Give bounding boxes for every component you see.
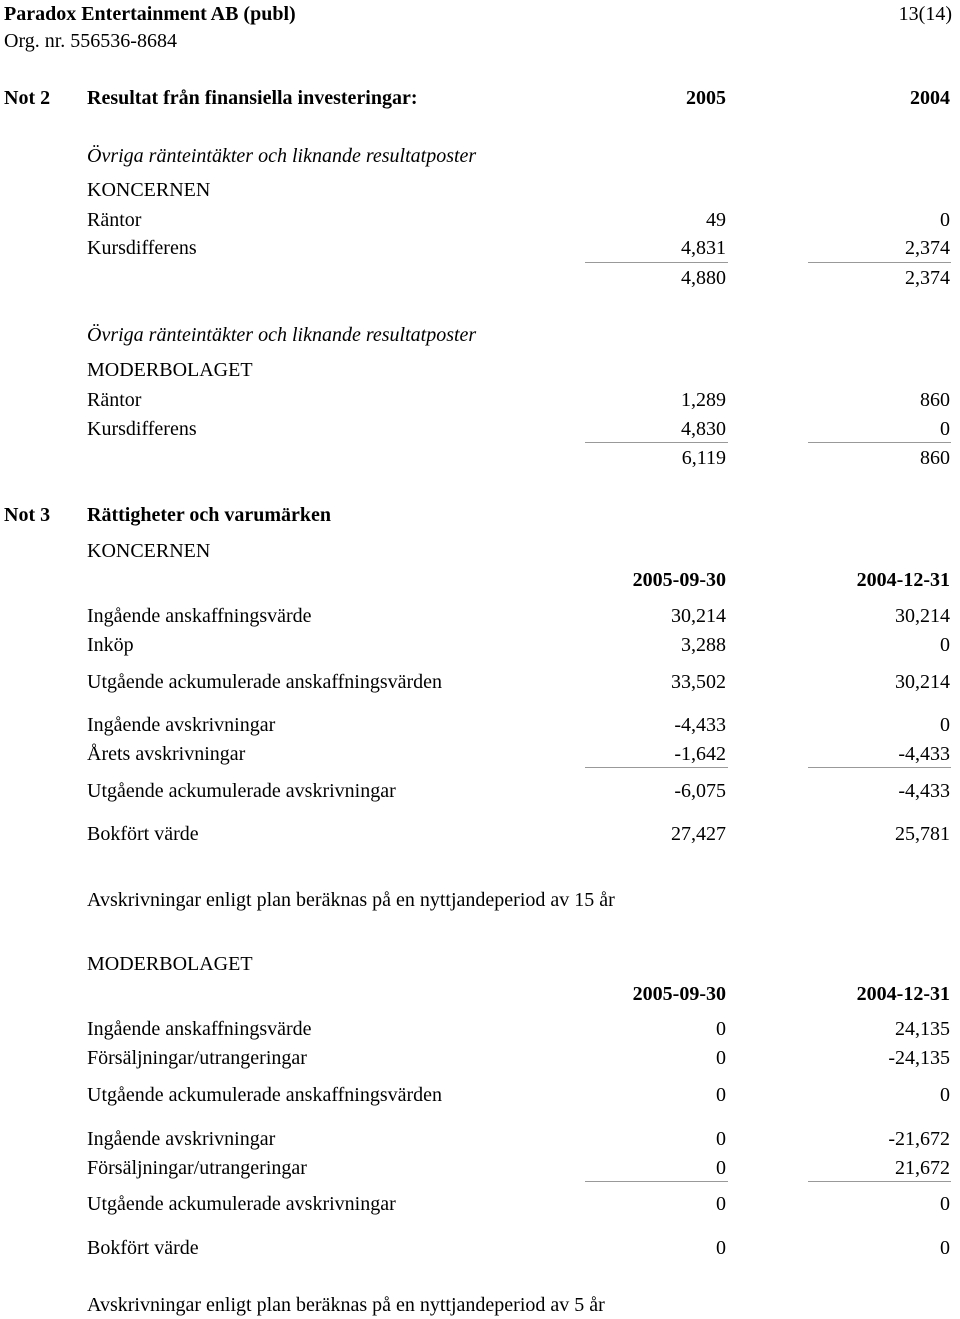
table-cell: 2,374 [905,237,950,259]
note3-moderbolaget-col1: 2005-09-30 [632,983,726,1005]
total-cell: 6,119 [681,447,726,469]
table-cell: -24,135 [888,1047,950,1069]
table-row-label: Utgående ackumulerade anskaffningsvärden [87,671,443,693]
note2-number: Not 2 [4,87,51,109]
table-row-label: Ingående anskaffningsvärde [87,605,312,627]
table-cell: 1,289 [681,389,726,411]
table-cell: 0 [940,1084,950,1106]
table-cell: 0 [716,1018,726,1040]
table-cell: -4,433 [674,714,726,736]
table-row-label: Inköp [87,634,134,656]
table-cell: 0 [940,1237,950,1259]
table-cell: -21,672 [888,1128,950,1150]
sum-rule [585,1181,728,1182]
sum-rule [808,262,951,263]
table-cell: 33,502 [671,671,726,693]
table-row-label: Försäljningar/utrangeringar [87,1047,307,1069]
table-cell: 30,214 [895,605,950,627]
table-cell: 0 [716,1157,726,1179]
table-cell: -4,433 [898,780,950,802]
table-row-label: Ingående avskrivningar [87,714,276,736]
sum-rule [808,1181,951,1182]
table-row-label: Ingående avskrivningar [87,1128,276,1150]
org-number: Org. nr. 556536-8684 [4,30,177,52]
table-row-label: Utgående ackumulerade avskrivningar [87,1193,396,1215]
table-cell: 3,288 [681,634,726,656]
table-cell: -6,075 [674,780,726,802]
table-row-label: Bokfört värde [87,823,199,845]
table-cell: 0 [716,1128,726,1150]
table-cell: 49 [706,209,726,231]
table-cell: 0 [716,1193,726,1215]
note3-koncernen-col1: 2005-09-30 [632,569,726,591]
table-cell: 0 [940,209,950,231]
table-cell: 0 [716,1237,726,1259]
table-row-label: Kursdifferens [87,418,197,440]
table-row-label: Räntor [87,389,142,411]
sum-rule [808,767,951,768]
note2-title: Resultat från finansiella investeringar: [87,87,418,109]
table-row-label: Utgående ackumulerade anskaffningsvärden [87,1084,443,1106]
table-row-label: Årets avskrivningar [87,743,246,765]
sum-rule [585,262,728,263]
table-row-label: Kursdifferens [87,237,197,259]
note3-title: Rättigheter och varumärken [87,504,332,526]
note3-koncernen-col2: 2004-12-31 [856,569,950,591]
note2-sub1-caption: Övriga ränteintäkter och liknande resultatposter [87,145,477,167]
note3-koncernen-footnote: Avskrivningar enligt plan beräknas på en nyttjandeperiod av 15 år [87,889,615,911]
table-cell: 860 [920,389,950,411]
note3-number: Not 3 [4,504,51,526]
note3-moderbolaget-entity: MODERBOLAGET [87,953,253,975]
page-number: 13(14) [898,3,952,25]
table-cell: 0 [940,634,950,656]
table-cell: 24,135 [895,1018,950,1040]
table-cell: 4,831 [681,237,726,259]
table-cell: 0 [940,714,950,736]
company-name: Paradox Entertainment AB (publ) [4,3,296,25]
table-cell: -1,642 [674,743,726,765]
total-cell: 2,374 [905,267,950,289]
table-row-label: Ingående anskaffningsvärde [87,1018,312,1040]
table-cell: 0 [716,1084,726,1106]
table-cell: 27,427 [671,823,726,845]
table-row-label: Försäljningar/utrangeringar [87,1157,307,1179]
table-cell: 0 [940,418,950,440]
table-row-label: Utgående ackumulerade avskrivningar [87,780,396,802]
total-cell: 4,880 [681,267,726,289]
table-cell: 25,781 [895,823,950,845]
sum-rule [808,442,951,443]
table-row-label: Räntor [87,209,142,231]
table-cell: 0 [940,1193,950,1215]
sum-rule [585,442,728,443]
table-cell: 0 [716,1047,726,1069]
sum-rule [585,767,728,768]
note3-moderbolaget-footnote: Avskrivningar enligt plan beräknas på en nyttjandeperiod av 5 år [87,1294,605,1316]
note2-col2-header: 2004 [910,87,950,109]
note2-sub2-caption: Övriga ränteintäkter och liknande resultatposter [87,324,477,346]
table-cell: 4,830 [681,418,726,440]
table-cell: 30,214 [671,605,726,627]
table-cell: 30,214 [895,671,950,693]
note3-koncernen-entity: KONCERNEN [87,540,211,562]
table-cell: 21,672 [895,1157,950,1179]
note2-sub2-entity: MODERBOLAGET [87,359,253,381]
table-row-label: Bokfört värde [87,1237,199,1259]
note2-sub1-entity: KONCERNEN [87,179,211,201]
total-cell: 860 [920,447,950,469]
table-cell: -4,433 [898,743,950,765]
note2-col1-header: 2005 [686,87,726,109]
note3-moderbolaget-col2: 2004-12-31 [856,983,950,1005]
